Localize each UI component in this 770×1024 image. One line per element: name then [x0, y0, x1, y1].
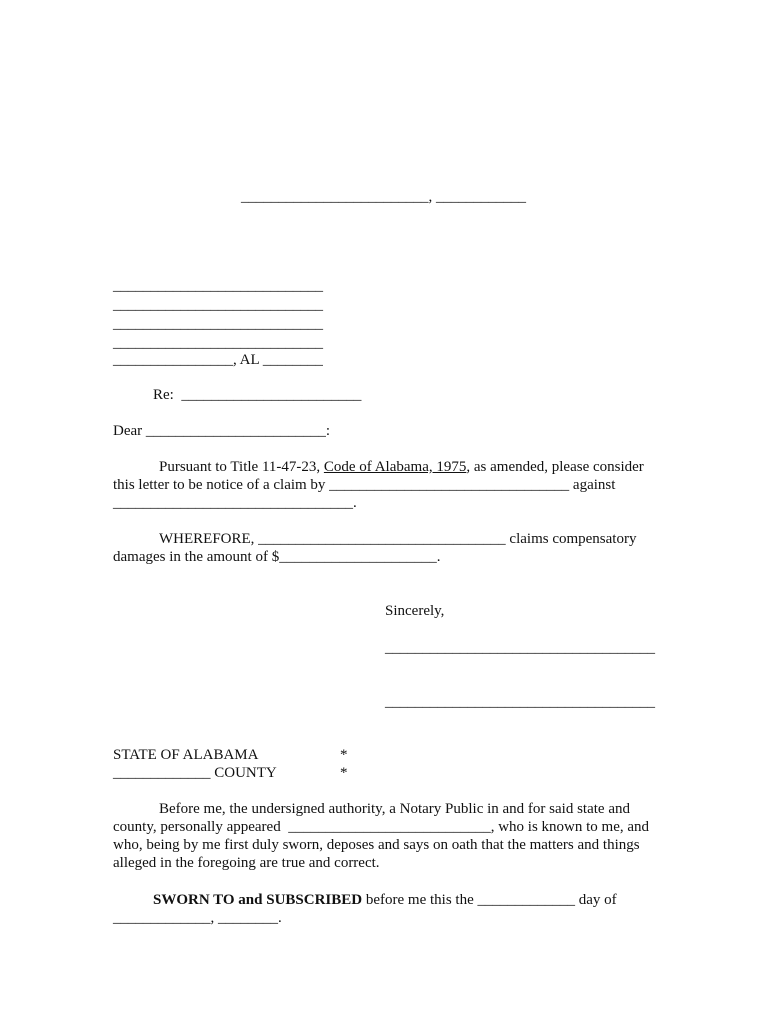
paragraph-2-line-2: damages in the amount of $_____________________. — [113, 549, 441, 565]
salutation: Dear ________________________: — [113, 423, 331, 439]
venue-star-1: * — [340, 747, 348, 763]
closing: Sincerely, — [385, 603, 445, 619]
notary-line-3: who, being by me first duly sworn, deposes and says on oath that the matters and things — [113, 837, 640, 853]
address-line-4: ____________________________ — [113, 335, 323, 351]
paragraph-1-prefix: Pursuant to Title 11-47-23, — [159, 459, 324, 475]
signature-line-2: ____________________________________ — [385, 694, 655, 710]
sworn-line-2: _____________, ________. — [113, 910, 282, 926]
address-line-3: ____________________________ — [113, 316, 323, 332]
re-line: Re: ________________________ — [153, 387, 362, 403]
signature-line-1: ____________________________________ — [385, 640, 655, 656]
sworn-rest: before me this the _____________ day of — [362, 892, 617, 908]
address-line-1: ____________________________ — [113, 278, 323, 294]
sworn-line-1 — [153, 891, 617, 909]
code-of-alabama-citation: Code of Alabama, 1975 — [323, 459, 467, 475]
venue-star-2: * — [340, 765, 348, 781]
paragraph-1-line-2: this letter to be notice of a claim by ________________________________ against — [113, 477, 616, 493]
venue-state: STATE OF ALABAMA — [113, 747, 259, 763]
paragraph-2-line-1: WHEREFORE, _________________________________ claims compensatory — [159, 531, 637, 547]
city-state-line: ________________, AL ________ — [113, 352, 323, 368]
notary-line-1: Before me, the undersigned authority, a Notary Public in and for said state and — [159, 801, 630, 817]
notary-line-4: alleged in the foregoing are true and correct. — [113, 855, 380, 871]
venue-county: _____________ COUNTY — [113, 765, 277, 781]
date-line: _________________________, ____________ — [241, 189, 526, 205]
paragraph-1-suffix: , as amended, please consider — [466, 459, 644, 475]
notary-line-2: county, personally appeared ___________________________, who is known to me, and — [113, 819, 650, 835]
paragraph-1-line-1 — [159, 458, 644, 476]
sworn-heading: SWORN TO and SUBSCRIBED — [153, 892, 363, 908]
address-line-2: ____________________________ — [113, 297, 323, 313]
paragraph-1-line-3: ________________________________. — [113, 495, 357, 511]
